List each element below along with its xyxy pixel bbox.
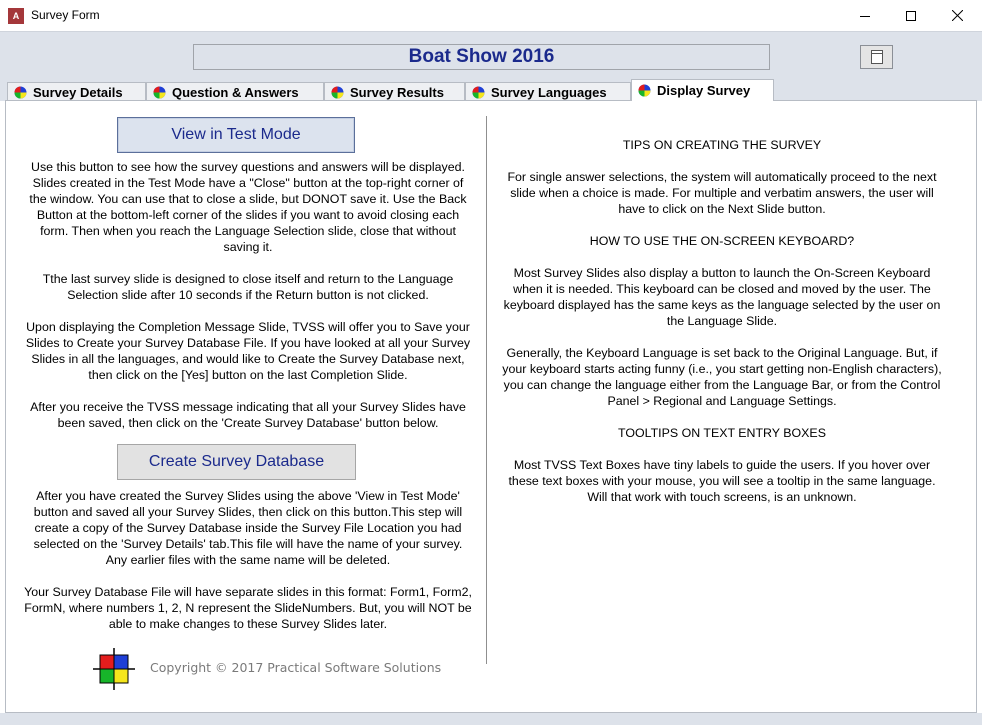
minimize-button[interactable] [842,0,888,31]
document-icon [871,50,883,64]
quadrant-icon [331,86,344,99]
tab-label: Survey Languages [491,84,607,100]
tab-strip [0,79,982,101]
maximize-icon [906,11,916,21]
instruction-paragraph: After you receive the TVSS message indicating that all your Survey Slides have been saved, then click on the 'Create Survey Database' button below. [30,400,466,430]
instruction-paragraph: Use this button to see how the survey questions and answers will be displayed. Slides created in the Test Mode have a "Close" button at the top-right corner of the window. You can use that to close a slide, but DONOT save it. Use the Back Button at the bottom-left corner of the slides if you want to avoid closing each form. Then when you reach the Language Selection slide, close that without saving it. [29,160,467,254]
company-logo [93,648,135,690]
tips-paragraph: Most TVSS Text Boxes have tiny labels to guide the users. If you hover over these text boxes with your mouse, you will see a tooltip in the same language. Will that work with touch screens, is an unknown. [508,458,936,504]
maximize-button[interactable] [888,0,934,31]
quadrant-icon [14,86,27,99]
tab-label: Survey Details [33,84,123,100]
tab-survey-results[interactable] [324,82,465,101]
tab-display-survey[interactable] [631,79,774,101]
tab-label: Survey Results [350,84,444,100]
header-action-button[interactable] [860,45,893,69]
tips-heading: TIPS ON CREATING THE SURVEY [622,138,822,152]
survey-tips [498,137,946,505]
minimize-icon [860,11,870,21]
quadrant-icon [153,86,166,99]
tab-question-answers[interactable] [146,82,324,101]
tips-heading: TOOLTIPS ON TEXT ENTRY BOXES [618,426,826,440]
window-titlebar [0,0,982,31]
tab-survey-languages[interactable] [465,82,631,101]
column-divider [486,116,487,664]
close-button[interactable] [934,0,980,31]
form-header [0,31,982,79]
instruction-paragraph: After you have created the Survey Slides using the above 'View in Test Mode' button and saved all your Survey Slides, then click on this button.This step will create a copy of the Survey Database inside the Survey File Location you had selected on the 'Survey Details' tab.This file will have the name of your survey. Any earlier files with the same name will be deleted. [33,489,463,567]
window-bottom-strip [0,713,982,725]
tips-paragraph: Generally, the Keyboard Language is set back to the Original Language. But, if your keyboard starts acting funny (i.e., you start getting non-English characters), you can change the language either from the Language Bar, or from the Control Panel > Regional and Language Settings. [502,346,942,408]
instruction-paragraph: Upon displaying the Completion Message Slide, TVSS will offer you to Save your Slides to Create your Survey Database File. If you have looked at all your Survey Slides in all the languages, and would like to Create the Survey Database next, then click on the [Yes] button on the last Completion Slide. [25,320,471,382]
instruction-paragraph: Tthe last survey slide is designed to close itself and return to the Language Selection slide after 10 seconds if the Return button is not clicked. [42,272,454,302]
tips-heading: HOW TO USE THE ON-SCREEN KEYBOARD? [589,234,855,248]
quadrant-icon [472,86,485,99]
test-mode-instructions [24,159,472,431]
create-survey-database-button[interactable]: Create Survey Database [117,444,356,480]
survey-title: Boat Show 2016 [193,44,770,70]
tips-paragraph: Most Survey Slides also display a button to launch the On-Screen Keyboard when it is needed. This keyboard can be closed and moved by the user. The keyboard displayed has the same keys as the language selected by the user on the Language Slide. [503,266,941,328]
quadrant-icon [638,84,651,97]
copyright-notice: Copyright © 2017 Practical Software Solutions [150,660,442,675]
window-title: Survey Form [31,8,100,22]
access-app-icon: A [8,8,24,24]
create-database-instructions [24,488,472,632]
tab-survey-details[interactable] [7,82,146,101]
tips-paragraph: For single answer selections, the system will automatically proceed to the next slide when a choice is made. For multiple and verbatim answers, the user will have to click on the Next Slide button. [507,170,937,216]
close-icon [952,10,963,21]
instruction-paragraph: Your Survey Database File will have separate slides in this format: Form1, Form2, FormN, where numbers 1, 2, N represent the SlideNumbers. But, you will NOT be able to make changes to these Survey Slides later. [24,585,472,631]
view-in-test-mode-button[interactable]: View in Test Mode [117,117,355,153]
tab-label: Question & Answers [172,84,299,100]
tab-label: Display Survey [657,83,751,98]
